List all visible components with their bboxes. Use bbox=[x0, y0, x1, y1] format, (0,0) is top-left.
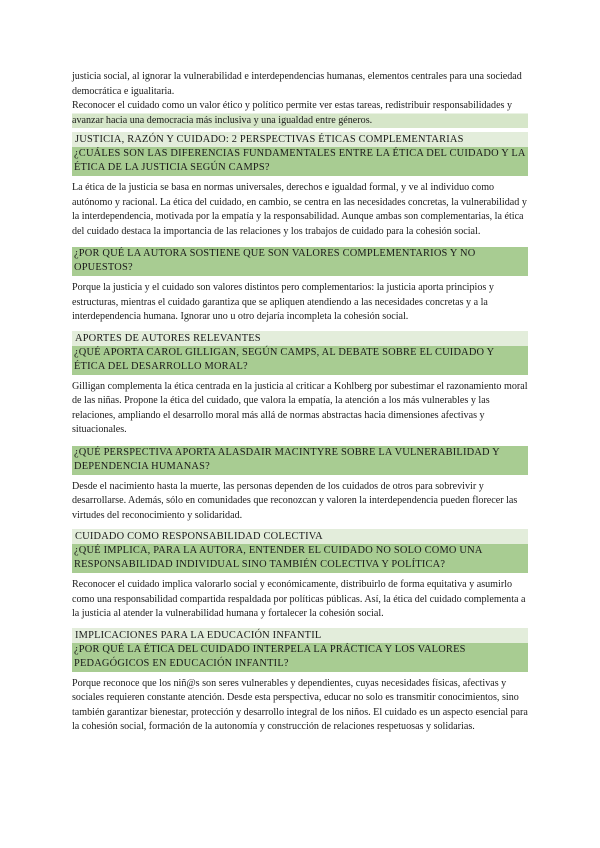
answer-paragraph: Desde el nacimiento hasta la muerte, las personas dependen de los cuidados de otros para sobrevivir y desarrollarse. Además, sólo en comunidades que reconozcan y valoren la interdependencia pueden florecer las virtudes del reconocimiento y solidaridad. bbox=[72, 480, 518, 521]
section-heading: JUSTICIA, RAZÓN Y CUIDADO: 2 PERSPECTIVAS ÉTICAS COMPLEMENTARIAS bbox=[72, 132, 528, 147]
section-heading: IMPLICACIONES PARA LA EDUCACIÓN INFANTIL bbox=[72, 628, 528, 643]
section-heading: APORTES DE AUTORES RELEVANTES bbox=[72, 331, 528, 346]
question-heading: ¿QUÉ PERSPECTIVA APORTA ALASDAIR MACINTYRE SOBRE LA VULNERABILIDAD Y DEPENDENCIA HUMANAS? bbox=[72, 446, 528, 475]
answer-paragraph: Porque reconoce que los niñ@s son seres vulnerables y dependientes, cuyas necesidades físicas, afectivas y sociales requieren constante atención. Desde esta perspectiva, educar no solo es transmitir conocimientos, sino también garantizar bienestar, protección y desarrollo integral de los niños. El cuidado es un aspecto esencial para la cohesión social, formación de la autonomía y construcción de relaciones respetuosas y solidarias. bbox=[72, 677, 528, 732]
answer-paragraph: La ética de la justicia se basa en normas universales, derechos e igualdad formal, y ve al individuo como autónomo y racional. La ética del cuidado, en cambio, se centra en las necesidades concretas, la vulnerabilidad y la interdependencia, motivada por la empatía y la responsabilidad. Aunque ambas son complementarias, la ética del cuidado destaca la importancia de las relaciones y los trabajos de cuidado para la cohesión social. bbox=[72, 182, 527, 237]
question-heading: ¿POR QUÉ LA ÉTICA DEL CUIDADO INTERPELA LA PRÁCTICA Y LOS VALORES PEDAGÓGICOS EN EDUCACIÓN INFANTIL? bbox=[72, 643, 528, 672]
answer-paragraph: Reconocer el cuidado implica valorarlo social y económicamente, distribuirlo de forma equitativa y asumirlo como una responsabilidad compartida respaldada por políticas públicas. Así, la ética del cuidado complementa a la justicia al atender la vulnerabilidad humana y fortalecer la cohesión social. bbox=[72, 579, 526, 619]
section-heading: CUIDADO COMO RESPONSABILIDAD COLECTIVA bbox=[72, 529, 528, 544]
answer-paragraph: Gilligan complementa la ética centrada en la justicia al criticar a Kohlberg por subestimar el razonamiento moral de las niñas. Propone la ética del cuidado, que valora la empatía, la atención a los más vulnerables y las relaciones, ampliando el desarrollo moral más allá de normas abstractas hacia dimensiones afectivas y situacionales. bbox=[72, 380, 528, 435]
question-heading: ¿POR QUÉ LA AUTORA SOSTIENE QUE SON VALORES COMPLEMENTARIOS Y NO OPUESTOS? bbox=[72, 247, 528, 276]
question-heading: ¿QUÉ APORTA CAROL GILLIGAN, SEGÚN CAMPS, AL DEBATE SOBRE EL CUIDADO Y ÉTICA DEL DESARROLLO MORAL? bbox=[72, 346, 528, 375]
question-heading: ¿CUÁLES SON LAS DIFERENCIAS FUNDAMENTALES ENTRE LA ÉTICA DEL CUIDADO Y LA ÉTICA DE LA JUSTICIA SEGÚN CAMPS? bbox=[72, 147, 528, 176]
intro-paragraph: Reconocer el cuidado como un valor ético y político permite ver estas tareas, redistribuir responsabilidades y avanzar hacia una democracia más inclusiva y una igualdad entre géneros. bbox=[72, 99, 528, 128]
intro-paragraph: justicia social, al ignorar la vulnerabilidad e interdependencias humanas, elementos centrales para una sociedad democrática e igualitaria. bbox=[72, 71, 522, 97]
question-heading: ¿QUÉ IMPLICA, PARA LA AUTORA, ENTENDER EL CUIDADO NO SOLO COMO UNA RESPONSABILIDAD INDIVIDUAL SINO TAMBIÉN COLECTIVA Y POLÍTICA? bbox=[72, 544, 528, 573]
document-page bbox=[72, 70, 528, 735]
answer-paragraph: Porque la justicia y el cuidado son valores distintos pero complementarios: la justicia aporta principios y estructuras, mientras el cuidado garantiza que se apliquen atendiendo a las necesidades concretas y a la interdependencia humana. Ignorar uno u otro dejaría incompleta la cohesión social. bbox=[72, 282, 494, 322]
